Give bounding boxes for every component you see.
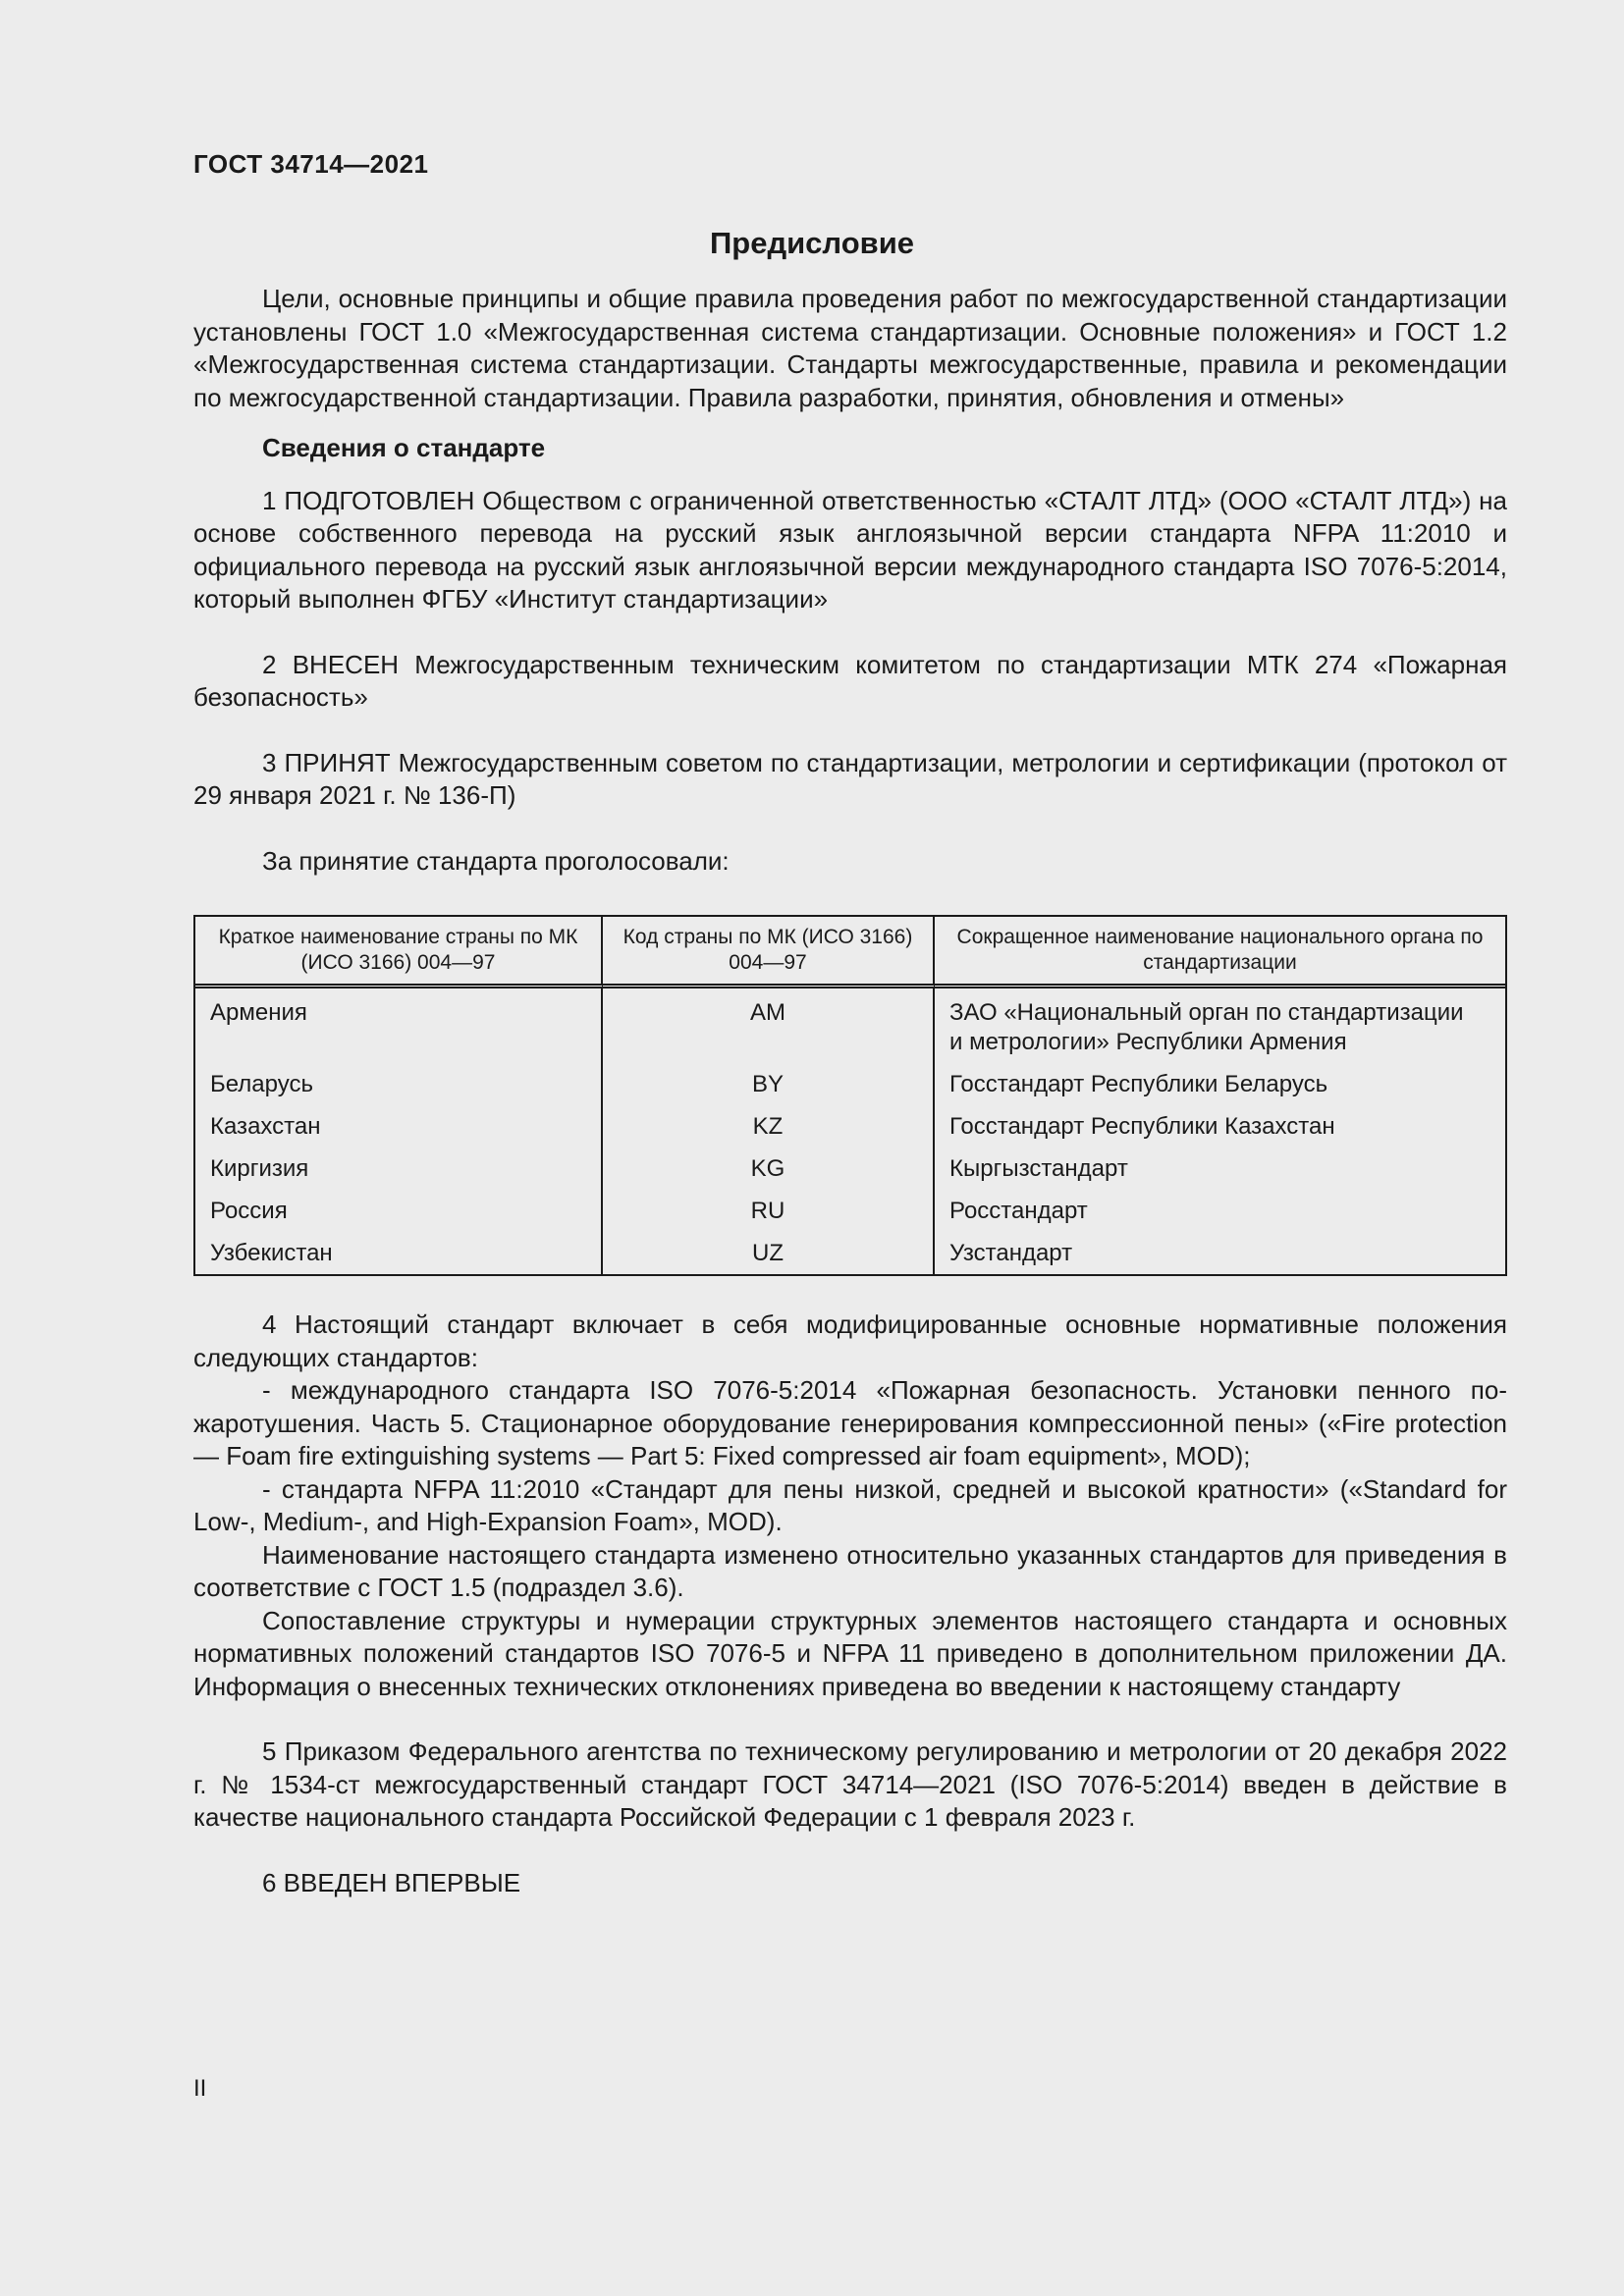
country-cell: Казахстан [195,1105,603,1148]
code-cell: KZ [603,1105,935,1148]
foreword-body [193,283,1507,1899]
item-6-paragraph: 6 ВВЕДЕН ВПЕРВЫЕ [262,1867,521,1897]
country-cell: Киргизия [195,1148,603,1190]
table-row [195,1148,1505,1190]
document-number: ГОСТ 34714—2021 [193,149,429,179]
table-header-row [195,917,1505,988]
item-4-dash-nfpa: - стандарта NFPA 11:2010 «Стандарт для пены низкой, средней и высокой кратности» («Standard for Low-, Medium-, and High-Expansion Foam», MOD). [193,1473,1507,1536]
page-title: Предисловие [709,226,914,260]
country-cell: Армения [195,988,603,1063]
table-row [195,1105,1505,1148]
body-cell: Кыргызстандарт [949,1155,1128,1182]
item-1-paragraph: 1 ПОДГОТОВЛЕН Обществом с ограниченной ответственностью «СТАЛТ ЛТД» (ООО «СТАЛТ ЛТД») на основе собственного перевода на русский язык англоязычной версии стандарта NFPA 11:2010 и официального перевода на русский язык англоязычной версии международного стандарта ISO 7076-5:2014, который выполнен ФГБУ «Институт стандартизации» [193,485,1507,614]
body-cell [935,988,1505,1063]
table-header-country: Краткое наименование страны по МК (ИСО 3166) 004—97 [195,917,603,988]
code-cell: AM [603,988,935,1063]
body-cell: Госстандарт Республики Казахстан [949,1113,1335,1140]
table-header-code: Код страны по МК (ИСО 3166) 004—97 [603,917,935,988]
table-header-body: Сокращенное наименование национального органа по стандартизации [935,917,1505,988]
code-cell: KG [603,1148,935,1190]
body-cell-line: и метрологии» Республики Армения [949,1029,1347,1055]
table-row [195,1232,1505,1274]
country-cell: Узбекистан [195,1232,603,1274]
item-4-name-note: Наименование настоящего стандарта изменено относительно указанных стандартов для приведения в соответствие с ГОСТ 1.5 (подраздел 3.6). [193,1539,1507,1602]
body-cell: Узстандарт [949,1240,1073,1266]
item-4-structure-note: Сопоставление структуры и нумерации структурных элементов настоящего стандарта и основных нормативных положений стандартов ISO 7076-5 и NFPA 11 приведено в дополнительном приложении ДА. Информация о внесенных технических отклонениях приведена во введении к настоящему стандарту [193,1605,1507,1701]
body-cell: Росстандарт [949,1198,1088,1224]
body-cell-line: ЗАО «Национальный орган по стандартизации [949,999,1464,1026]
table-row [195,1190,1505,1232]
code-cell: RU [603,1190,935,1232]
voting-countries-table [193,915,1507,1276]
voted-intro: За принятие стандарта проголосовали: [262,845,730,876]
item-4-lead: 4 Настоящий стандарт включает в себя модифицированные основные нормативные положения следующих стандартов: [193,1309,1507,1372]
body-cell: Госстандарт Республики Беларусь [949,1071,1328,1097]
page-number: II [193,2075,207,2102]
item-4-dash-iso: - международного стандарта ISO 7076-5:2014 «Пожарная безопасность. Установки пенного пожаротушения. Часть 5. Стационарное оборудование генерирования компрессионной пены» («Fire protection — Foam fire extinguishing systems — Part 5: Fixed compressed air foam equipment», MOD); [193,1375,1507,1470]
table-row [195,1063,1505,1105]
country-cell: Беларусь [195,1063,603,1105]
code-cell: BY [603,1063,935,1105]
item-5-paragraph: 5 Приказом Федерального агентства по техническому регулированию и метрологии от 20 декабря 2022 г. № 1534-ст межгосударственный стандарт ГОСТ 34714—2021 (ISO 7076-5:2014) введен в действие в качестве национального стандарта Российской Федерации с 1 февраля 2023 г. [193,1736,1507,1832]
code-cell: UZ [603,1232,935,1274]
item-3-paragraph: 3 ПРИНЯТ Межгосударственным советом по стандартизации, метрологии и сертификации (протокол от 29 января 2021 г. № 136-П) [193,747,1507,810]
country-cell: Россия [195,1190,603,1232]
intro-paragraph: Цели, основные принципы и общие правила проведения работ по межгосударственной стандартизации установлены ГОСТ 1.0 «Межгосударственная система стандартизации. Основные положения» и ГОСТ 1.2 «Межгосударственная система стандартизации. Стандарты межгосударственные, правила и рекомендации по межгосударственной стандартизации. Правила разработки, принятия, обновления и отмены» [193,284,1507,412]
section-heading: Сведения о стандарте [262,433,546,462]
table-row [195,988,1505,1063]
item-2-paragraph: 2 ВНЕСЕН Межгосударственным техническим комитетом по стандартизации МТК 274 «Пожарная безопасность» [193,649,1507,712]
